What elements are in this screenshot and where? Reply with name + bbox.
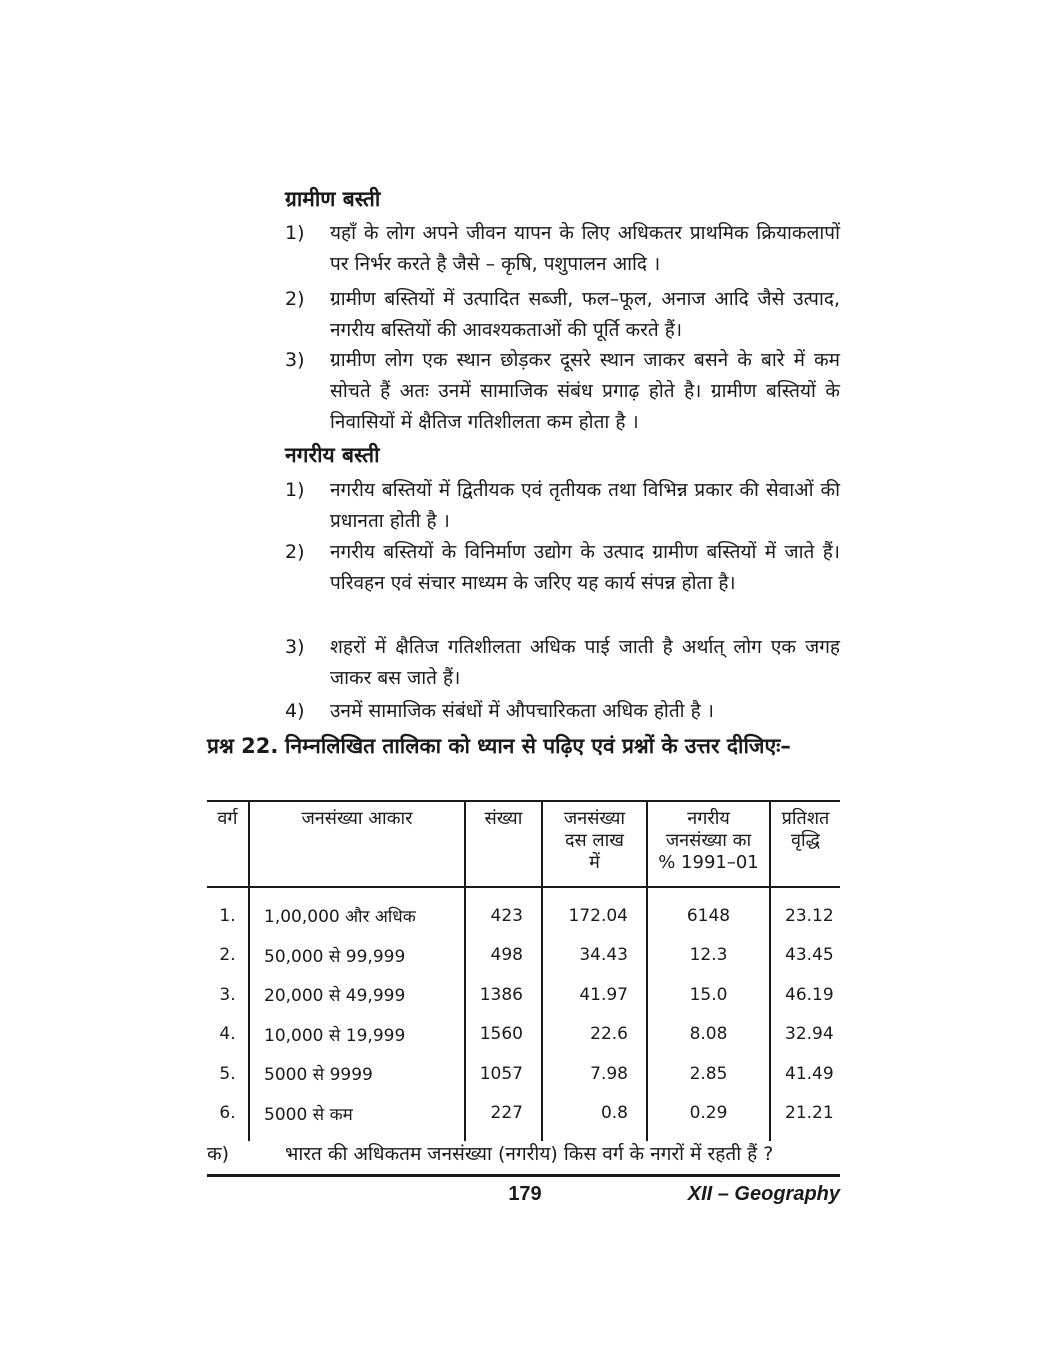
table-row xyxy=(207,887,840,936)
question-22 xyxy=(207,730,840,762)
sub-question-label: क) xyxy=(207,1143,230,1165)
table-row xyxy=(207,975,840,1015)
header-percent-growth: प्रतिशत वृद्धि xyxy=(770,801,840,887)
cell-urban-pct: 8.08 xyxy=(647,1015,770,1055)
rural-point-1 xyxy=(285,218,840,280)
list-number: 3) xyxy=(285,636,305,658)
table-row xyxy=(207,1054,840,1094)
cell-size: 20,000 से 49,999 xyxy=(249,975,465,1015)
sub-question-a xyxy=(207,1140,840,1166)
cell-class: 5. xyxy=(219,1063,236,1084)
cell-growth: 46.19 xyxy=(770,975,840,1015)
list-text: यहाँ के लोग अपने जीवन यापन के लिए अधिकतर प्राथमिक क्रियाकलापों पर निर्भर करते है जैसे – कृषि, पशुपालन आदि । xyxy=(330,222,840,275)
cell-urban-pct: 15.0 xyxy=(647,975,770,1015)
table-row xyxy=(207,936,840,976)
list-text: नगरीय बस्तियों के विनिर्माण उद्योग के उत्पाद ग्रामीण बस्तियों में जाते हैं। परिवहन एवं संचार माध्यम के जरिए यह कार्य संपन्न होता है। xyxy=(330,541,840,594)
cell-class: 1. xyxy=(219,905,236,926)
list-text: ग्रामीण लोग एक स्थान छोड़कर दूसरे स्थान जाकर बसने के बारे में कम सोचते हैं अतः उनमें सामाजिक संबंध प्रगाढ़ होते है। ग्रामीण बस्तियों के निवासियों में क्षैतिज गतिशीलता कम होता है । xyxy=(330,349,840,433)
cell-size: 5000 से कम xyxy=(249,1094,465,1142)
cell-growth: 41.49 xyxy=(770,1054,840,1094)
cell-growth: 32.94 xyxy=(770,1015,840,1055)
cell-count: 1386 xyxy=(465,975,542,1015)
rural-point-3 xyxy=(285,345,840,438)
list-number: 2) xyxy=(285,288,305,310)
cell-population: 0.8 xyxy=(542,1094,647,1142)
cell-population: 7.98 xyxy=(542,1054,647,1094)
question-text: निम्नलिखित तालिका को ध्यान से पढ़िए एवं प्रश्नों के उत्तर दीजिएः– xyxy=(285,734,791,758)
urban-population-table xyxy=(207,800,840,1141)
cell-growth: 21.21 xyxy=(770,1094,840,1142)
rural-settlement-heading: ग्रामीण बस्ती xyxy=(285,187,381,211)
cell-urban-pct: 12.3 xyxy=(647,936,770,976)
cell-population: 22.6 xyxy=(542,1015,647,1055)
header-count: संख्या xyxy=(465,801,542,887)
urban-settlement-heading: नगरीय बस्ती xyxy=(285,443,380,467)
cell-urban-pct: 0.29 xyxy=(647,1094,770,1142)
list-number: 3) xyxy=(285,349,305,371)
list-text: शहरों में क्षैतिज गतिशीलता अधिक पाई जाती है अर्थात् लोग एक जगह जाकर बस जाते हैं। xyxy=(330,636,840,689)
cell-size: 5000 से 9999 xyxy=(249,1054,465,1094)
header-urban-population-pct: नगरीय जनसंख्या का % 1991–01 xyxy=(647,801,770,887)
cell-size: 50,000 से 99,999 xyxy=(249,936,465,976)
header-population-millions: जनसंख्या दस लाख में xyxy=(542,801,647,887)
cell-urban-pct: 2.85 xyxy=(647,1054,770,1094)
list-text: ग्रामीण बस्तियों में उत्पादित सब्जी, फल–फूल, अनाज आदि जैसे उत्पाद, नगरीय बस्तियों की आवश्यकताओं की पूर्ति करते हैं। xyxy=(330,288,840,341)
cell-growth: 23.12 xyxy=(770,887,840,936)
cell-count: 227 xyxy=(465,1094,542,1142)
urban-point-4 xyxy=(285,696,840,727)
cell-count: 423 xyxy=(465,887,542,936)
cell-class: 3. xyxy=(219,984,236,1005)
header-population-size: जनसंख्या आकार xyxy=(249,801,465,887)
cell-class: 2. xyxy=(219,945,236,966)
cell-class: 6. xyxy=(219,1103,236,1124)
table-row xyxy=(207,1015,840,1055)
cell-growth: 43.45 xyxy=(770,936,840,976)
list-number: 4) xyxy=(285,700,305,722)
list-number: 1) xyxy=(285,479,305,501)
cell-population: 34.43 xyxy=(542,936,647,976)
footer-divider xyxy=(207,1174,840,1177)
list-text: नगरीय बस्तियों में द्वितीयक एवं तृतीयक तथा विभिन्न प्रकार की सेवाओं की प्रधानता होती है । xyxy=(330,479,840,532)
sub-question-text: भारत की अधिकतम जनसंख्या (नगरीय) किस वर्ग के नगरों में रहती हैं ? xyxy=(285,1143,774,1165)
urban-point-2 xyxy=(285,537,840,599)
cell-urban-pct: 6148 xyxy=(647,887,770,936)
cell-count: 1560 xyxy=(465,1015,542,1055)
rural-point-2 xyxy=(285,284,840,346)
list-number: 2) xyxy=(285,541,305,563)
cell-population: 172.04 xyxy=(542,887,647,936)
question-number: प्रश्न 22. xyxy=(207,734,279,758)
list-number: 1) xyxy=(285,222,305,244)
table-row xyxy=(207,1094,840,1142)
cell-class: 4. xyxy=(219,1024,236,1045)
urban-point-1 xyxy=(285,475,840,537)
header-class: वर्ग xyxy=(207,801,249,887)
cell-population: 41.97 xyxy=(542,975,647,1015)
page-number: 179 xyxy=(508,1183,542,1205)
list-text: उनमें सामाजिक संबंधों में औपचारिकता अधिक होती है । xyxy=(330,700,714,722)
table-header-row xyxy=(207,801,840,887)
urban-point-3 xyxy=(285,632,840,694)
cell-size: 10,000 से 19,999 xyxy=(249,1015,465,1055)
cell-count: 498 xyxy=(465,936,542,976)
cell-size: 1,00,000 और अधिक xyxy=(249,887,465,936)
subject-label: XII – Geography xyxy=(687,1183,840,1205)
cell-count: 1057 xyxy=(465,1054,542,1094)
